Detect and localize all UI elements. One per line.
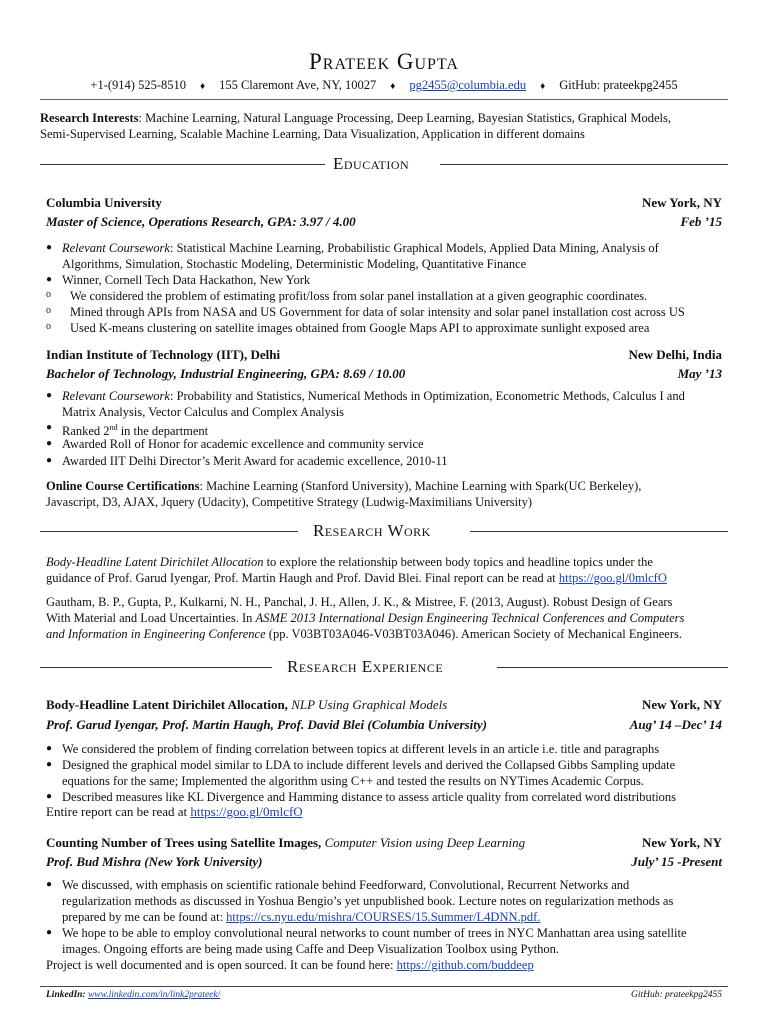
research-work-p1: Body-Headline Latent Dirichilet Allocation to explore the relationship between body topics and headline topics under the bbox=[46, 555, 653, 569]
publication-line-1: Gautham, B. P., Gupta, P., Kulkarni, N. H., Panchal, J. H., Allen, J. K., & Mistree, F. (2013, August). Robust Design of Gears bbox=[46, 595, 673, 609]
lda-bullet-2: Designed the graphical model similar to LDA to include different levels and derived the Collapsed Gibbs Sampling update bbox=[62, 758, 676, 772]
hackathon-detail-3: Used K-means clustering on satellite images obtained from Google Maps API to approximate sunlight exposed area bbox=[70, 321, 650, 335]
trees-project-line: Project is well documented and is open sourced. It can be found here: https://github.com/buddeep bbox=[46, 958, 534, 972]
bullet-icon: ● bbox=[46, 791, 53, 802]
project-repo-link[interactable]: https://github.com/buddeep bbox=[396, 958, 534, 972]
section-title-research-work: Research Work bbox=[313, 521, 431, 540]
bullet-icon: ● bbox=[46, 879, 53, 890]
diamond-separator-icon: ♦ bbox=[199, 81, 206, 92]
address: 155 Claremont Ave, NY, 10027 bbox=[219, 78, 377, 92]
contact-line bbox=[0, 78, 768, 93]
project-lda-date: Aug’ 14 –Dec’ 14 bbox=[629, 717, 722, 732]
section-title-research-experience: Research Experience bbox=[287, 657, 444, 676]
linkedin-link[interactable]: www.linkedin.com/in/link2prateek/ bbox=[87, 990, 221, 1000]
school-columbia: Columbia University bbox=[46, 195, 162, 210]
bullet-icon: ● bbox=[46, 759, 53, 770]
merit-award: Awarded IIT Delhi Director’s Merit Award for academic excellence, 2010-11 bbox=[62, 454, 448, 468]
project-trees-location: New York, NY bbox=[641, 835, 722, 850]
lda-bullet-1: We considered the problem of finding correlation between topics at different levels in an article i.e. title and paragraphs bbox=[62, 742, 660, 756]
bullet-icon: ● bbox=[46, 390, 53, 401]
project-lda-title: Body-Headline Latent Dirichilet Allocation, NLP Using Graphical Models bbox=[46, 697, 448, 712]
coursework-columbia: Relevant Coursework: Statistical Machine Learning, Probabilistic Graphical Models, Applied Data Mining, Analysis of bbox=[62, 241, 659, 255]
degree-iit: Bachelor of Technology, Industrial Engineering, GPA: 8.69 / 10.00 bbox=[46, 366, 406, 381]
trees-bullet-2-cont: images. Ongoing efforts are being made using Caffe and Deep Visualization Toolbox using Python. bbox=[62, 942, 560, 956]
candidate-name: Prateek Gupta bbox=[309, 49, 459, 74]
circle-bullet-icon: o bbox=[46, 289, 51, 300]
trees-bullet-2: We hope to be able to employ convolutional neural networks to count number of trees in NYC Manhattan area using satellite bbox=[62, 926, 687, 940]
date-columbia: Feb ’15 bbox=[680, 214, 722, 229]
hackathon-detail-1: We considered the problem of estimating profit/loss from solar panel installation at a given geographic coordinates. bbox=[70, 289, 648, 303]
degree-columbia: Master of Science, Operations Research, GPA: 3.97 / 4.00 bbox=[46, 214, 356, 229]
coursework-iit: Relevant Coursework: Probability and Statistics, Numerical Methods in Optimization, Econometric Methods, Calculus I and bbox=[62, 389, 685, 403]
project-trees-date: July’ 15 -Present bbox=[631, 854, 722, 869]
section-rule-left bbox=[40, 667, 272, 668]
project-lda-location: New York, NY bbox=[641, 697, 722, 712]
bullet-icon: ● bbox=[46, 274, 53, 285]
research-interests-cont: Semi-Supervised Learning, Scalable Machine Learning, Data Visualization, Application in different domains bbox=[40, 127, 585, 141]
circle-bullet-icon: o bbox=[46, 305, 51, 316]
section-rule-right bbox=[497, 667, 728, 668]
rank-item: Ranked 2nd in the department bbox=[62, 423, 209, 439]
bullet-icon: ● bbox=[46, 927, 53, 938]
bullet-icon: ● bbox=[46, 455, 53, 466]
report-link[interactable]: https://goo.gl/0mlcfO bbox=[558, 571, 667, 585]
section-rule-right bbox=[440, 164, 728, 165]
hackathon-detail-2: Mined through APIs from NASA and US Government for data of solar intensity and solar panel installation cost across US bbox=[70, 305, 685, 319]
diamond-separator-icon: ♦ bbox=[540, 81, 546, 92]
project-trees-title: Counting Number of Trees using Satellite Images, Computer Vision using Deep Learning bbox=[46, 835, 526, 850]
bullet-icon: ● bbox=[46, 743, 53, 754]
footer-linkedin: LinkedIn: www.linkedin.com/in/link2prateek/ bbox=[46, 990, 221, 1000]
diamond-separator-icon: ♦ bbox=[390, 81, 396, 92]
certifications: Online Course Certifications: Machine Learning (Stanford University), Machine Learning with Spark(UC Berkeley), bbox=[46, 479, 642, 493]
header-divider bbox=[40, 99, 728, 100]
trees-bullet-1-cont: regularization methods as discussed in Yoshua Bengio’s yet unpublished book. Lecture notes on regularization methods as bbox=[62, 894, 674, 908]
bullet-icon: ● bbox=[46, 242, 53, 253]
lda-bullet-2-cont: equations for the same; Implemented the algorithm using C++ and tested the results on NYTimes Academic Corpus. bbox=[62, 774, 644, 788]
location-iit: New Delhi, India bbox=[628, 347, 722, 362]
publication-line-3: and Information in Engineering Conference (pp. V03BT03A046-V03BT03A046). American Society of Mechanical Engineers. bbox=[46, 627, 683, 641]
lecture-notes-link[interactable]: https://cs.nyu.edu/mishra/COURSES/15.Summer/L4DNN.pdf. bbox=[226, 910, 541, 924]
certifications-cont: Javascript, D3, AJAX, Jquery (Udacity), Competitive Strategy (Ludwig-Maximilians University) bbox=[46, 495, 533, 509]
project-lda-advisors: Prof. Garud Iyengar, Prof. Martin Haugh, Prof. David Blei (Columbia University) bbox=[46, 717, 487, 732]
date-iit: May ’13 bbox=[677, 366, 722, 381]
circle-bullet-icon: o bbox=[46, 321, 51, 332]
hackathon-item: Winner, Cornell Tech Data Hackathon, New York bbox=[62, 273, 311, 287]
bullet-icon: ● bbox=[46, 438, 53, 449]
coursework-iit-cont: Matrix Analysis, Vector Calculus and Complex Analysis bbox=[62, 405, 345, 419]
publication-line-2: With Material and Load Uncertainties. In ASME 2013 International Design Engineering Technical Conferences and Computers bbox=[46, 611, 685, 625]
section-rule-left bbox=[40, 531, 298, 532]
coursework-columbia-cont: Algorithms, Simulation, Stochastic Modeling, Deterministic Modeling, Quantitative Finance bbox=[62, 257, 527, 271]
section-rule-right bbox=[470, 531, 728, 532]
lda-bullet-3: Described measures like KL Divergence and Hamming distance to assess article quality from correlated word distributions bbox=[62, 790, 677, 804]
footer-github: GitHub: prateekpg2455 bbox=[630, 990, 722, 1000]
github-handle: GitHub: prateekpg2455 bbox=[559, 78, 678, 92]
location-columbia: New York, NY bbox=[641, 195, 722, 210]
trees-bullet-1-cont-2: prepared by me can be found at: https://cs.nyu.edu/mishra/COURSES/15.Summer/L4DNN.pdf. bbox=[62, 910, 541, 924]
project-trees-advisors: Prof. Bud Mishra (New York University) bbox=[46, 854, 263, 869]
lda-report-link[interactable]: https://goo.gl/0mlcfO bbox=[190, 804, 303, 819]
trees-bullet-1: We discussed, with emphasis on scientific rationale behind Feedforward, Convolutional, Recurrent Networks and bbox=[62, 878, 630, 892]
research-work-p1-cont: guidance of Prof. Garud Iyengar, Prof. Martin Haugh and Prof. David Blei. Final report can be read at https://goo.gl/0mlcfO bbox=[46, 571, 667, 585]
research-interests: Research Interests: Machine Learning, Natural Language Processing, Deep Learning, Bayesian Statistics, Graphical Models, bbox=[40, 111, 671, 125]
bullet-icon: ● bbox=[46, 422, 53, 433]
lda-report-line: Entire report can be read at https://goo.gl/0mlcfO bbox=[46, 804, 303, 819]
section-rule-left bbox=[40, 164, 325, 165]
section-title-education: Education bbox=[333, 154, 410, 173]
email-link[interactable]: pg2455@columbia.edu bbox=[409, 78, 527, 92]
footer-divider bbox=[40, 986, 728, 987]
roll-of-honor: Awarded Roll of Honor for academic excellence and community service bbox=[62, 437, 424, 451]
phone: +1-(914) 525-8510 bbox=[90, 78, 186, 92]
school-iit: Indian Institute of Technology (IIT), Delhi bbox=[46, 347, 281, 362]
